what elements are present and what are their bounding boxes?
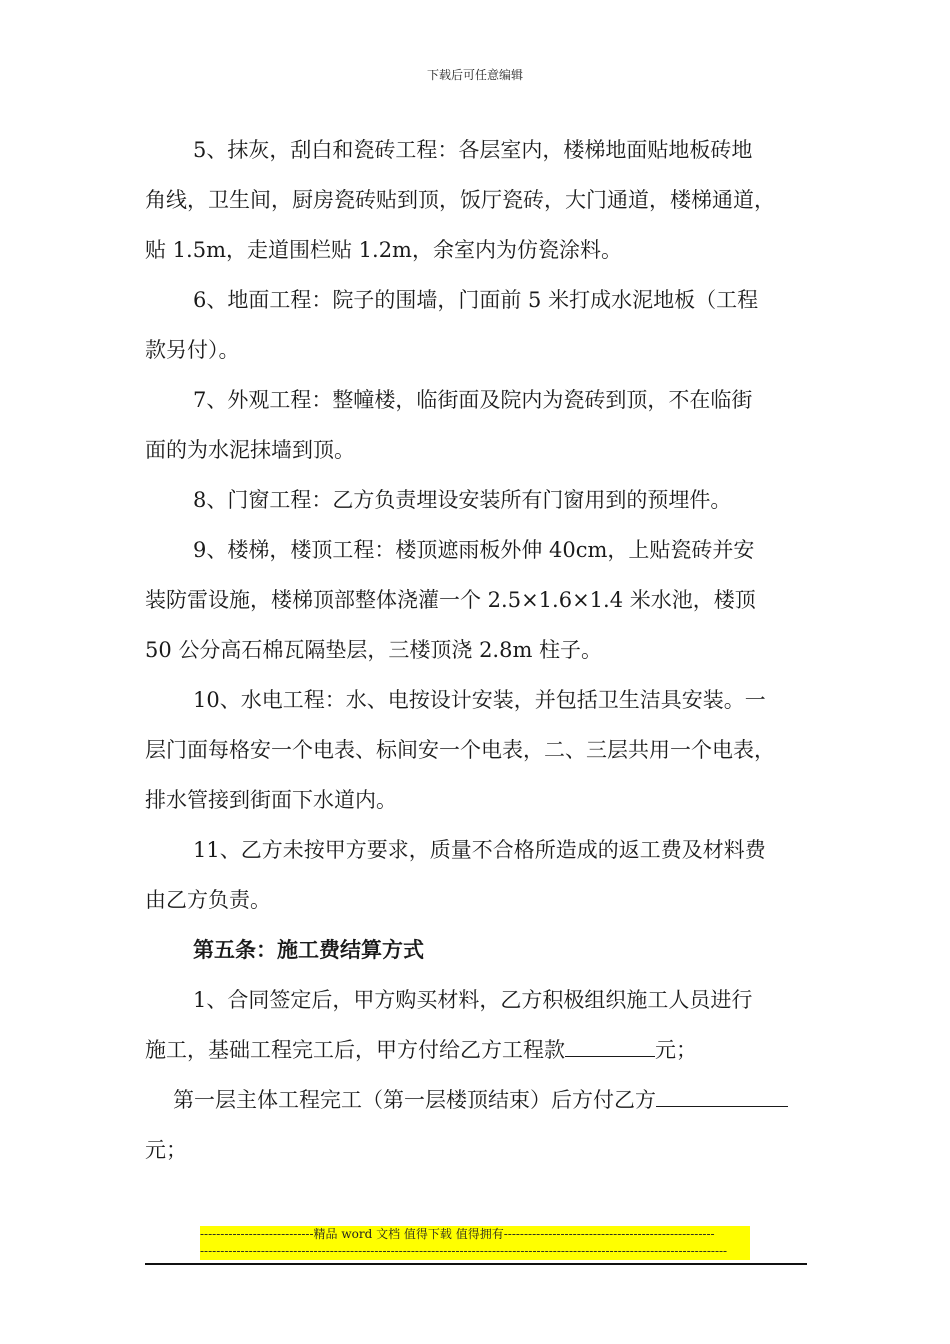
footer-banner-row-2: ---------------------------------------------------------------------------------------------------------------------------------- [200, 1244, 728, 1258]
paragraph-10-line-1: 10、水电工程：水、电按设计安装，并包括卫生洁具安装。一 [193, 688, 766, 712]
settlement-2-line-2: 元； [145, 1138, 187, 1162]
settlement-1-line-2-text: 施工，基础工程完工后，甲方付给乙方工程款 [145, 1038, 565, 1062]
paragraph-7-line-1: 7、外观工程：整幢楼，临街面及院内为瓷砖到顶，不在临街 [193, 388, 753, 412]
paragraph-9-line-1: 9、楼梯，楼顶工程：楼顶遮雨板外伸 40cm，上贴瓷砖并安 [193, 538, 755, 562]
settlement-1-line-2 [145, 1025, 810, 1075]
document-body [145, 125, 810, 1175]
footer-banner [200, 1226, 750, 1260]
paragraph-11-line-2: 由乙方负责。 [145, 888, 271, 912]
paragraph-5-line-3: 贴 1.5m，走道围栏贴 1.2m，余室内为仿瓷涂料。 [145, 238, 622, 262]
footer-banner-row-1: ----------------------------精品 word 文档 值得下载 值得拥有---------------------------------------------------- [200, 1227, 715, 1241]
paragraph-5-line-2: 角线，卫生间，厨房瓷砖贴到顶，饭厅瓷砖，大门通道，楼梯通道， [145, 188, 775, 212]
paragraph-11-line-1: 11、乙方未按甲方要求，质量不合格所造成的返工费及材料费 [193, 838, 766, 862]
amount-blank-1 [565, 1055, 655, 1057]
paragraph-6-line-1: 6、地面工程：院子的围墙，门面前 5 米打成水泥地板（工程 [193, 288, 759, 312]
paragraph-7-line-2: 面的为水泥抹墙到顶。 [145, 438, 355, 462]
settlement-2-line-1-text: 第一层主体工程完工（第一层楼顶结束）后方付乙方 [173, 1088, 656, 1112]
settlement-1-line-1: 1、合同签定后，甲方购买材料，乙方积极组织施工人员进行 [193, 988, 753, 1012]
paragraph-10-line-3: 排水管接到街面下水道内。 [145, 788, 397, 812]
amount-blank-2 [656, 1105, 788, 1107]
settlement-1-line-2-suffix: 元； [655, 1038, 697, 1062]
paragraph-10-line-2: 层门面每格安一个电表、标间安一个电表，二、三层共用一个电表， [145, 738, 775, 762]
settlement-2-line-1 [145, 1075, 810, 1125]
page-header: 下载后可任意编辑 [426, 68, 523, 82]
paragraph-5-line-1: 5、抹灰，刮白和瓷砖工程：各层室内，楼梯地面贴地板砖地 [193, 138, 753, 162]
paragraph-6-line-2: 款另付）。 [145, 338, 240, 362]
paragraph-9-line-3: 50 公分高石棉瓦隔垫层，三楼顶浇 2.8m 柱子。 [145, 638, 603, 662]
footer-divider [145, 1263, 807, 1265]
paragraph-8-line-1: 8、门窗工程：乙方负责埋设安装所有门窗用到的预埋件。 [193, 488, 732, 512]
article-5-heading: 第五条：施工费结算方式 [193, 937, 424, 962]
paragraph-9-line-2: 装防雷设施，楼梯顶部整体浇灌一个 2.5×1.6×1.4 米水池，楼顶 [145, 588, 756, 612]
